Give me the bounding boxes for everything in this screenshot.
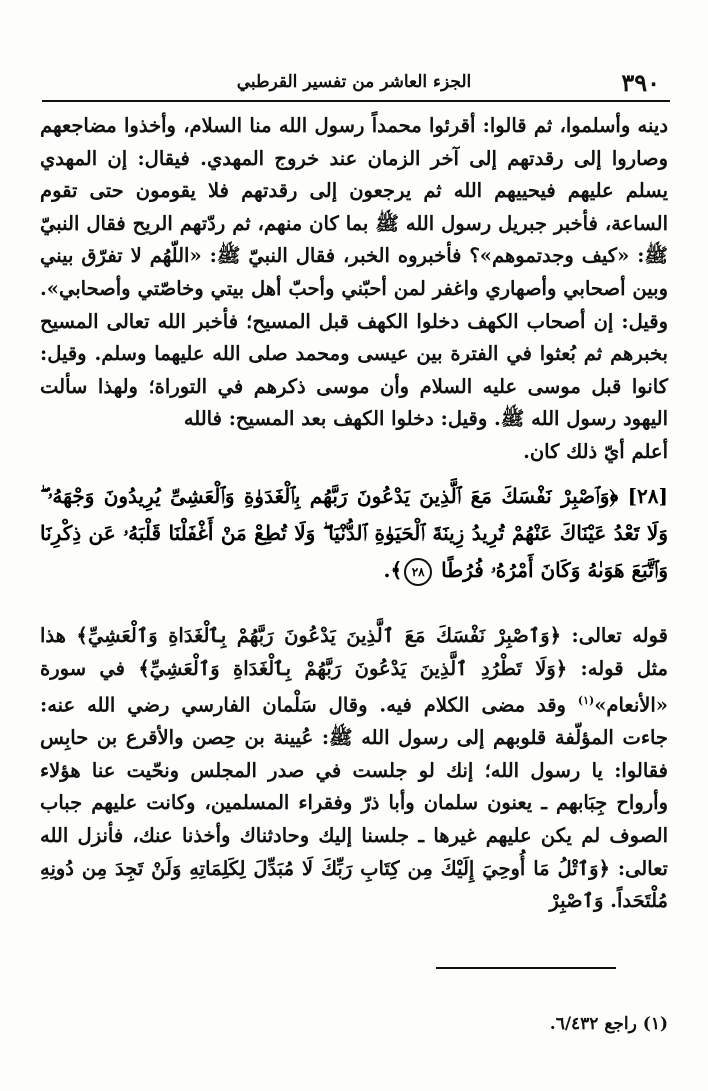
paragraph-1-last-line: أعلم أيّ ذلك كان. — [523, 439, 668, 463]
quran-verse-block — [40, 478, 668, 589]
footnote: (١) راجع ٦/٤٣٢. — [549, 1014, 668, 1034]
paragraph-1-body: دينه وأسلموا، ثم قالوا: أقرئوا محمداً رسول الله منا السلام، وأخذوا مضاجعهم وصاروا إلى رقدتهم إلى آخر الزمان عند خروج المهدي. فيقال: إن المهدي يسلم عليهم فيحييهم الله ثم يرجعون إلى رقدتهم فلا يقومون حتى تقوم الساعة، فأخبر جبريل رسول الله ﷺ بما كان منهم، ثم ردّتهم الريح فقال النبيّ ﷺ: «كيف وجدتموهم»؟ فأخبروه الخبر، فقال النبيّ ﷺ: «اللّهُم لا تفرّق بيني وبين أصحابي وأصهاري واغفر لمن أحبّني وأحبّ أهل بيتي وخاصّتي وأصحابي». وقيل: إن أصحاب الكهف دخلوا الكهف قبل المسيح؛ فأخبر الله تعالى المسيح بخبرهم ثم بُعثوا في الفترة بين عيسى ومحمد صلى الله عليهما وسلم. وقيل: كانوا قبل موسى عليه السلام وأن موسى ذكرهم في التوراة؛ ولهذا سألت اليهود رسول الله ﷺ. وقيل: دخلوا الكهف بعد المسيح: فالله — [40, 114, 668, 431]
page-number: ٣٩٠ — [621, 68, 660, 97]
verse-close: ﴾. — [383, 558, 403, 582]
paragraph-2-part-2: وقد مضى الكلام فيه. وقال سَلْمان الفارسي رضي الله عنه: جاءت المؤلّفة قلوبهم إلى رسول الله ﷺ: عُيينة بن حِصن والأقرع بن حابِس فقالوا: يا رسول الله؛ إنك لو جلست في صدر المجلس ونحّيت عنا هؤلاء وأرواح جِبَابهم ـ يعنون سلمان وأبا ذرّ وفقراء المسلمين، وكانت عليهم جباب الصوف لم يكن عليهم غيرها ـ جلسنا إليك وحادثناك وأخذنا عنك، فأنزل الله تعالى: ﴿وَٱتْلُ مَا أُوحِيَ إِلَيْكَ مِن كِتَابِ رَبِّكَ لَا مُبَدِّلَ لِكَلِمَاتِهِ وَلَنْ تَجِدَ مِن دُونِهِ مُلْتَحَداً. وَٱصْبِرْ — [40, 693, 668, 913]
footnote-rule — [436, 967, 616, 969]
verse-end-marker: ٢٨ — [404, 558, 432, 586]
commentary-paragraph-1 — [40, 110, 668, 469]
footnote-reference[interactable]: (١) — [577, 694, 595, 708]
verse-text: ﴿وَٱصْبِرْ نَفْسَكَ مَعَ ٱلَّذِينَ يَدْعُونَ رَبَّهُم بِٱلْغَدَوٰةِ وَٱلْعَشِىِّ يُرِيدُونَ وَجْهَهُۥ ۖ وَلَا تَعْدُ عَيْنَاكَ عَنْهُمْ تُرِيدُ زِينَةَ ٱلْحَيَوٰةِ ٱلدُّنْيَا ۖ وَلَا تُطِعْ مَنْ أَغْفَلْنَا قَلْبَهُۥ عَن ذِكْرِنَا وَٱتَّبَعَ هَوَىٰهُ وَكَانَ أَمْرُهُۥ فُرُطًا — [40, 484, 668, 582]
verse-number: [٢٨] — [627, 484, 668, 508]
page-header — [40, 58, 668, 98]
commentary-paragraph-2 — [40, 620, 668, 918]
header-rule — [42, 100, 670, 102]
running-title: الجزء العاشر من تفسير القرطبي — [236, 72, 472, 92]
paragraph-2-part-1: قوله تعالى: ﴿وَٱصْبِرْ نَفْسَكَ مَعَ ٱلَّذِينَ يَدْعُونَ رَبَّهُمْ بِٱلْغَدَاةِ وَٱلْعَشِيِّ﴾ هذا مثل قوله: ﴿وَلَا تَطْرُدِ ٱلَّذِينَ يَدْعُونَ رَبَّهُمْ بِٱلْغَدَاةِ وَٱلْعَشِيِّ﴾ في سورة «الأنعام» — [40, 624, 668, 717]
